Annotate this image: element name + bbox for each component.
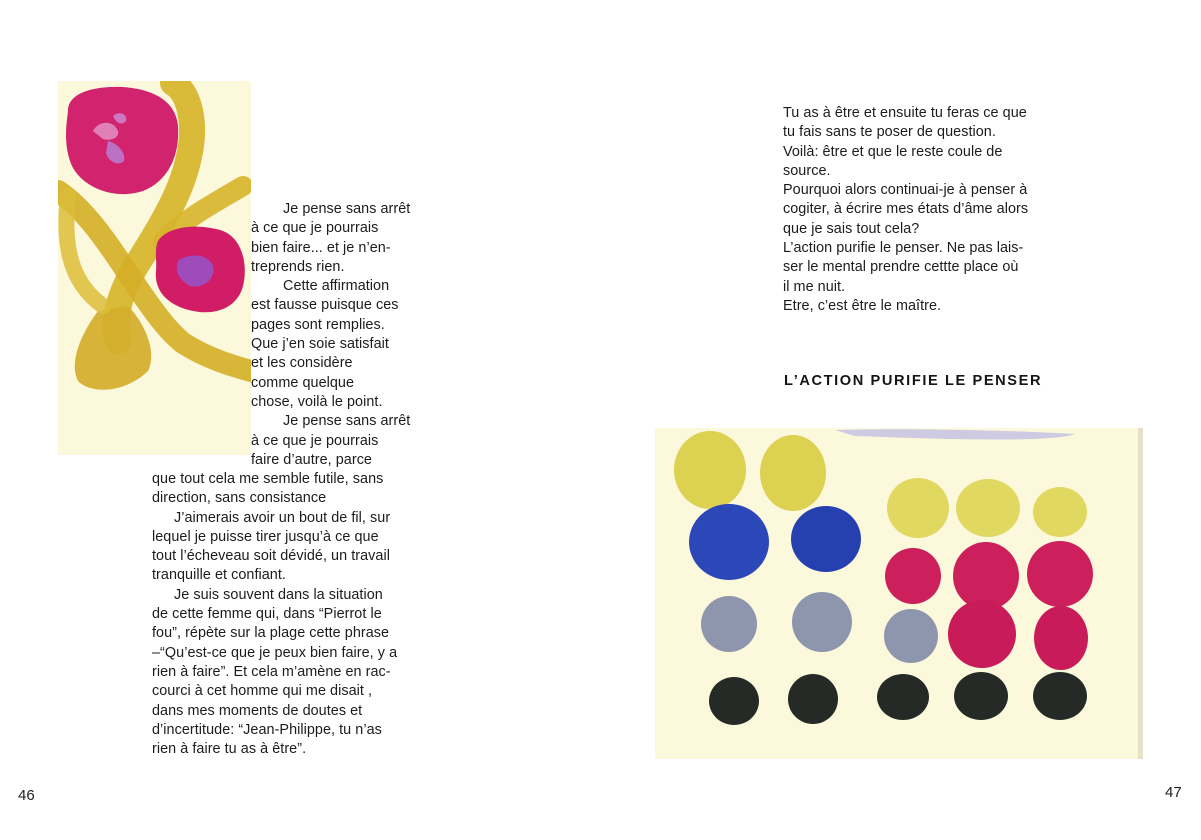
flower-painting bbox=[58, 81, 251, 455]
color-dots-graphic bbox=[655, 428, 1143, 759]
text-line: source. bbox=[783, 162, 831, 179]
text-line: Etre, c’est être le maître. bbox=[783, 297, 942, 314]
text-line: Tu as à être et ensuite tu feras ce que bbox=[783, 105, 1027, 121]
text-line: chose, voilà le point. bbox=[251, 393, 383, 410]
text-line: fou”, répète sur la plage cette phrase bbox=[152, 625, 390, 642]
text-line: dans mes moments de doutes et bbox=[152, 702, 363, 719]
text-line: tout l’écheveau soit dévidé, un travail bbox=[152, 548, 390, 565]
text-line: rien à faire”. Et cela m’amène en rac- bbox=[152, 663, 391, 680]
text-line: que tout cela me semble futile, sans bbox=[152, 471, 384, 487]
text-line: de cette femme qui, dans “Pierrot le bbox=[152, 606, 382, 623]
left-wrapped-text bbox=[251, 200, 431, 470]
right-body-text bbox=[783, 104, 1083, 316]
flower-painting-graphic bbox=[58, 81, 251, 455]
text-line: est fausse puisque ces bbox=[251, 297, 399, 314]
text-line: que je sais tout cela? bbox=[783, 220, 920, 237]
text-line: courci à cet homme qui me disait , bbox=[152, 683, 373, 700]
text-line: pages sont remplies. bbox=[251, 316, 385, 333]
text-line: tranquille et confiant. bbox=[152, 567, 286, 584]
text-line: cogiter, à écrire mes états d’âme alors bbox=[783, 201, 1029, 218]
text-line: –“Qu’est-ce que je peux bien faire, y a bbox=[152, 644, 398, 661]
text-line: Que j’en soie satisfait bbox=[251, 336, 389, 353]
page-number-left: 46 bbox=[18, 787, 35, 804]
text-line: Pourquoi alors continuai-je à penser à bbox=[783, 182, 1028, 199]
text-line: comme quelque bbox=[251, 374, 355, 391]
text-line: rien à faire tu as à être”. bbox=[152, 741, 307, 758]
text-line: Je suis souvent dans la situation bbox=[174, 586, 383, 603]
text-line: faire d’autre, parce bbox=[251, 451, 372, 468]
page-number-right: 47 bbox=[1165, 784, 1182, 801]
text-line: Cette affirmation bbox=[283, 278, 390, 295]
text-line: et les considère bbox=[251, 355, 353, 372]
section-heading: L’ACTION PURIFIE LE PENSER bbox=[784, 373, 1043, 389]
text-line: à ce que je pourrais bbox=[251, 220, 379, 237]
text-line: Voilà: être et que le reste coule de bbox=[783, 143, 1003, 160]
text-line: ser le mental prendre cettte place où bbox=[783, 259, 1019, 276]
text-line: L’action purifie le penser. Ne pas lais- bbox=[783, 240, 1024, 257]
text-line: bien faire... et je n’en- bbox=[251, 239, 391, 256]
text-line: Je pense sans arrêt bbox=[283, 201, 411, 217]
text-line: J’aimerais avoir un bout de fil, sur bbox=[174, 509, 391, 526]
text-line: tu fais sans te poser de question. bbox=[783, 124, 996, 141]
text-line: Je pense sans arrêt bbox=[283, 413, 411, 430]
text-line: il me nuit. bbox=[783, 278, 846, 295]
text-line: treprends rien. bbox=[251, 258, 345, 275]
text-line: d’incertitude: “Jean-Philippe, tu n’as bbox=[152, 721, 382, 738]
left-full-text bbox=[152, 470, 442, 759]
text-line: direction, sans consistance bbox=[152, 490, 327, 507]
text-line: lequel je puisse tirer jusqu’à ce que bbox=[152, 528, 379, 545]
text-line: à ce que je pourrais bbox=[251, 432, 379, 449]
color-dots-painting bbox=[655, 428, 1143, 759]
